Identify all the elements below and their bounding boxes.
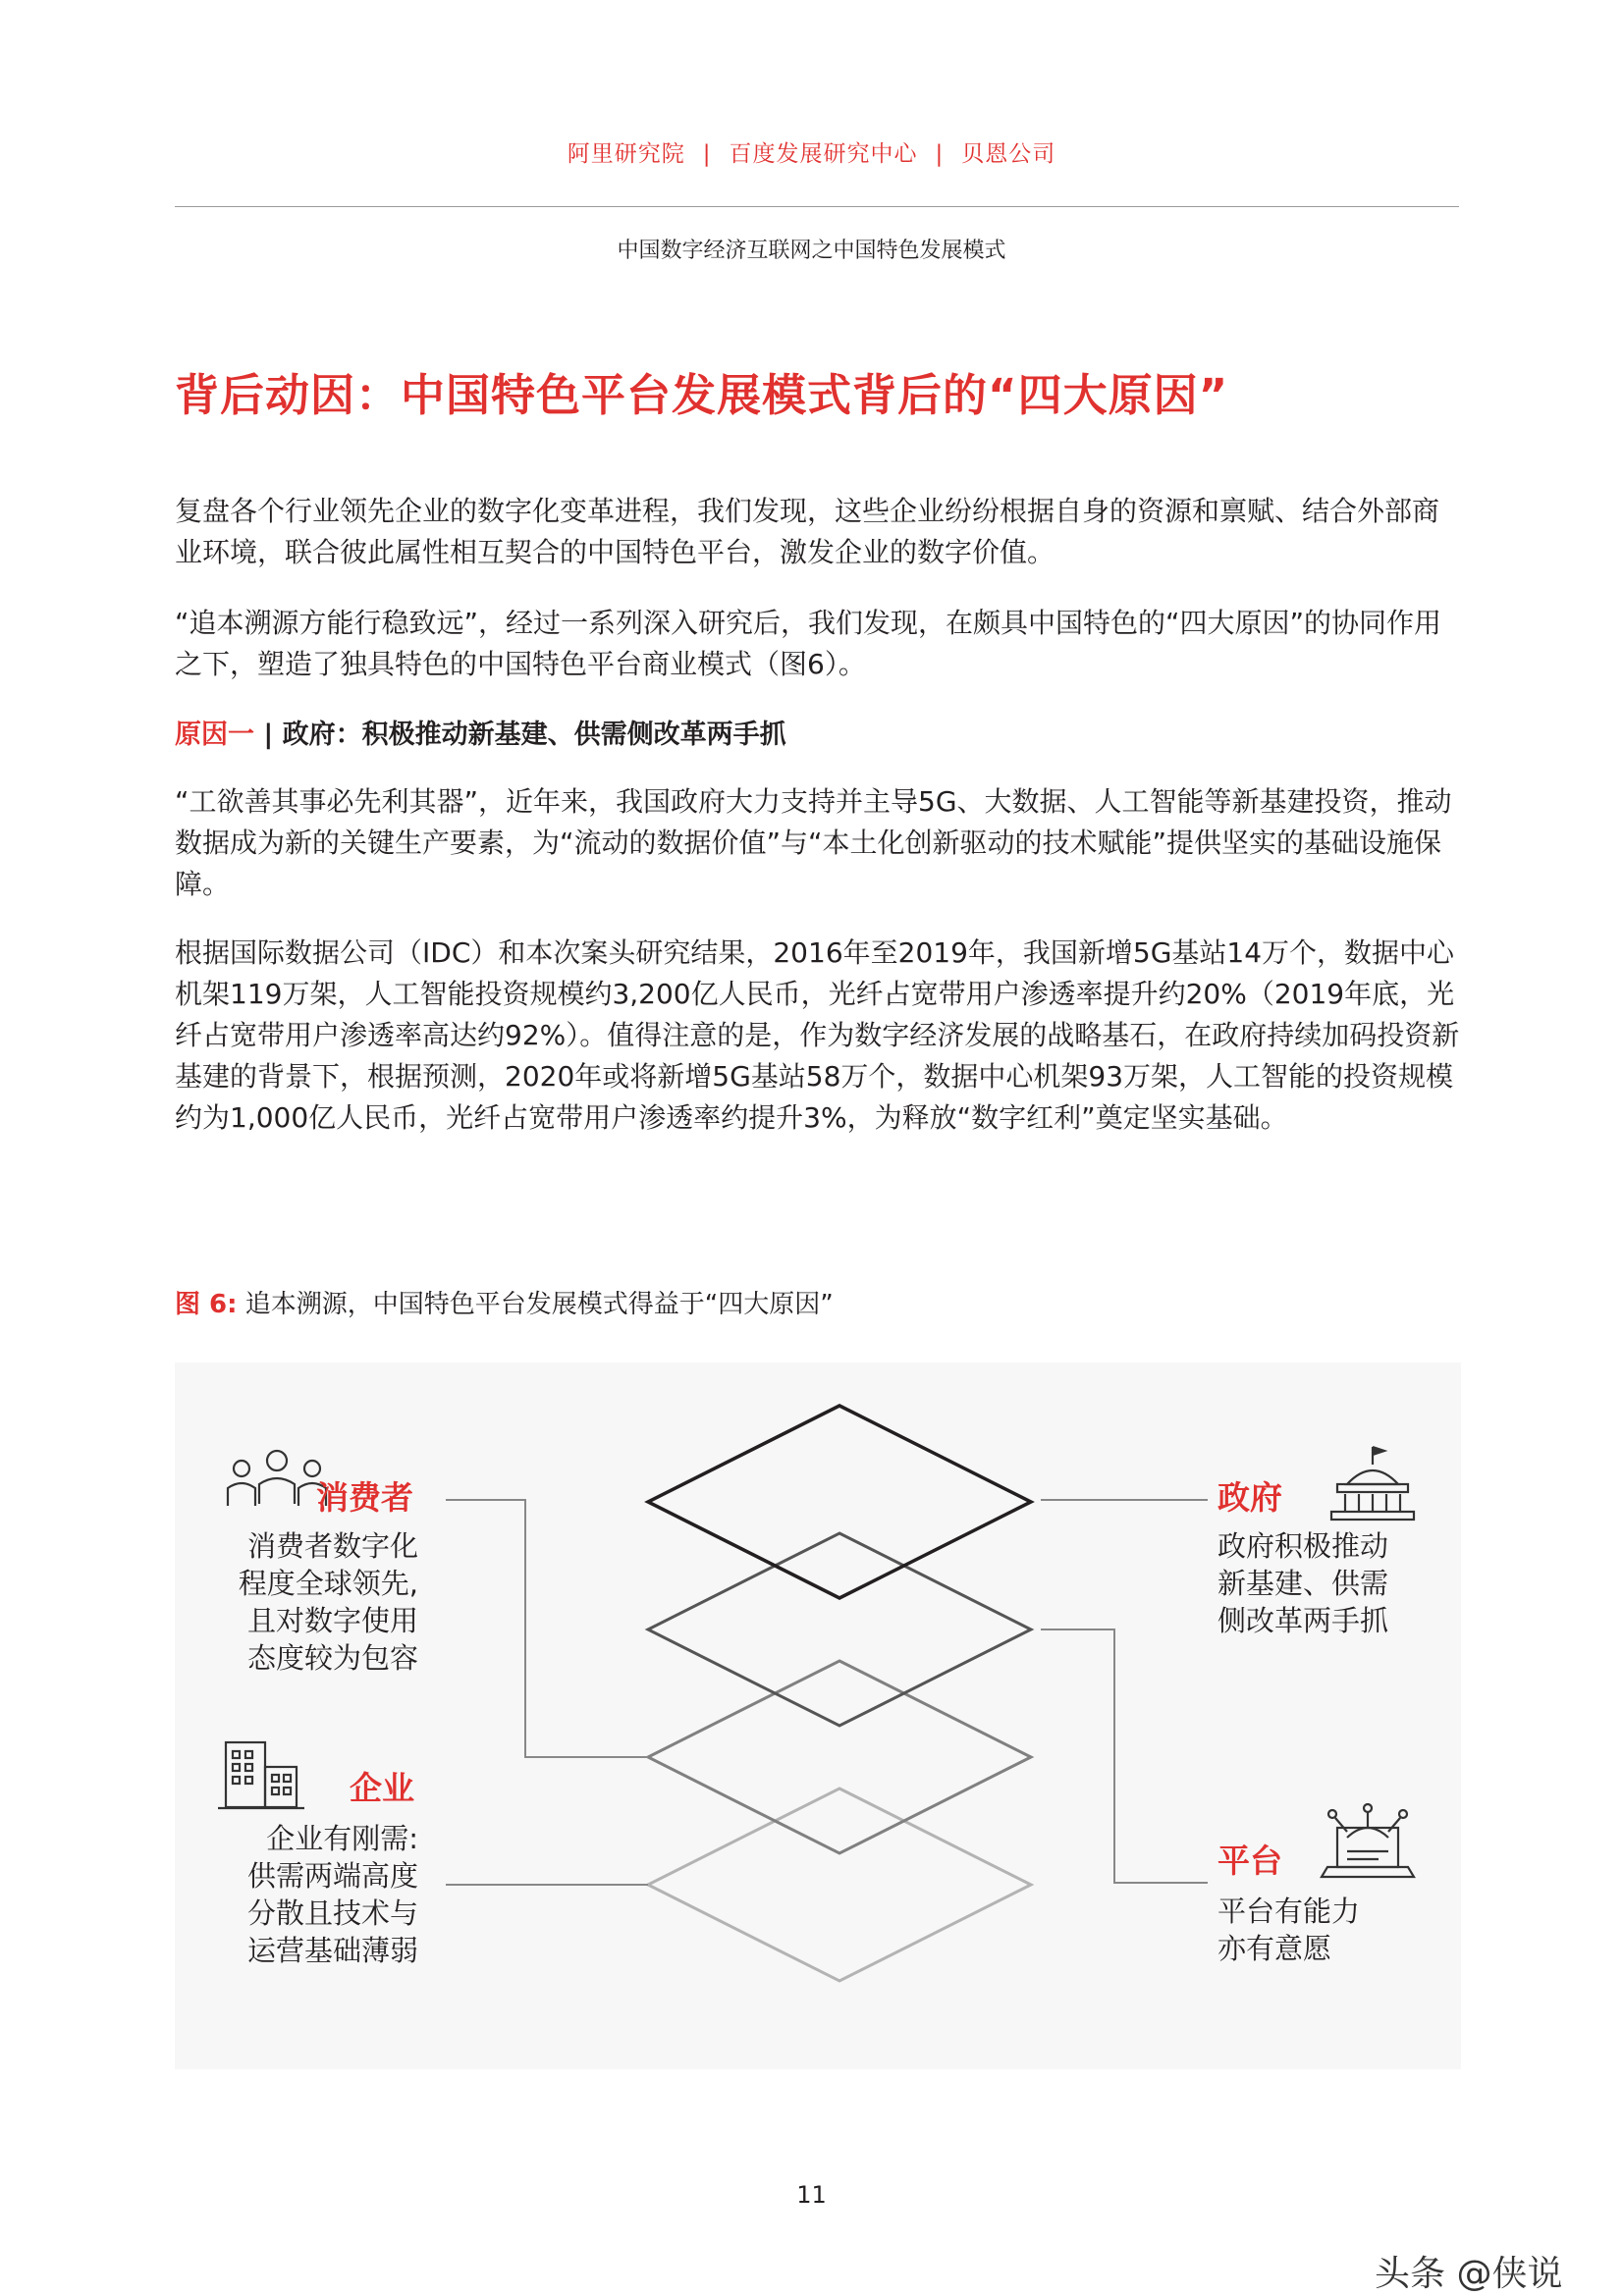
cause1-label: 原因一 (175, 720, 254, 750)
text-line: 且对数字使用 (246, 1604, 418, 1637)
text-line: 政府积极推动 (1217, 1529, 1389, 1563)
separator: | (702, 141, 712, 167)
text-line: 企业有刚需: (266, 1822, 418, 1855)
org-baidu: 百度发展研究中心 (729, 141, 918, 167)
government-title: 政府 (1217, 1478, 1282, 1517)
figure-label: 图 6: (175, 1290, 238, 1319)
platform-title: 平台 (1217, 1842, 1282, 1880)
header-subtitle: 中国数字经济互联网之中国特色发展模式 (617, 239, 1006, 263)
connector-platform (1041, 1629, 1208, 1883)
text-line: 亦有意愿 (1217, 1932, 1332, 1965)
enterprise-description (175, 1820, 418, 1969)
text-line: 消费者数字化 (246, 1529, 418, 1563)
paragraph-text: “工欲善其事必先利其器”，近年来，我国政府大力支持并主导5G、大数据、人工智能等新基建投资，推动数据成为新的关键生产要素，为“流动的数据价值”与“本土化创新驱动的技术赋能”提供坚实的基础设施保障。 (175, 785, 1452, 900)
consumer-description (175, 1527, 418, 1677)
text-line: 运营基础薄弱 (246, 1934, 418, 1967)
page-number: 11 (796, 2181, 827, 2209)
figure-caption-text: 追本溯源，中国特色平台发展模式得益于“四大原因” (237, 1290, 834, 1319)
diamond-layer-1 (648, 1406, 1031, 1598)
diamond-layer-4 (648, 1789, 1031, 1981)
people-icon (228, 1451, 326, 1506)
paragraph-text: “追本溯源方能行稳致远”，经过一系列深入研究后，我们发现，在颇具中国特色的“四大原因”的协同作用之下，塑造了独具特色的中国特色平台商业模式（图6）。 (175, 607, 1442, 680)
section-title: 背后动因：中国特色平台发展模式背后的“四大原因” (175, 369, 1229, 421)
laptop-network-icon (1322, 1804, 1414, 1877)
platform-description (1217, 1893, 1453, 1967)
consumer-title: 消费者 (316, 1478, 413, 1517)
cause1-text: | 政府：积极推动新基建、供需侧改革两手抓 (254, 720, 786, 750)
buildings-icon (218, 1742, 304, 1808)
enterprise-title: 企业 (350, 1769, 414, 1807)
text-line: 分散且技术与 (246, 1896, 418, 1930)
text-line: 平台有能力 (1217, 1895, 1361, 1928)
text-line: 程度全球领先, (238, 1567, 418, 1600)
paragraph-text: 根据国际数据公司（IDC）和本次案头研究结果，2016年至2019年，我国新增5G基站14万个，数据中心机架119万架，人工智能投资规模约3,200亿人民币，光纤占宽带用户渗透率提升约20%（2019年底，光纤占宽带用户渗透率高达约92%）。值得注意的是，作为数字经济发展的战略基石，在政府持续加码投资新基建的背景下，根据预测，2020年或将新增5G基站58万个，数据中心机架93万架，人工智能的投资规模约为1,000亿人民币，光纤占宽带用户渗透率约提升3%，为释放“数字红利”奠定坚实基础。 (175, 936, 1460, 1134)
org-bain: 贝恩公司 (961, 141, 1056, 167)
text-line: 新基建、供需 (1217, 1567, 1389, 1600)
government-description (1217, 1527, 1453, 1639)
text-line: 态度较为包容 (246, 1641, 418, 1675)
capitol-icon (1331, 1447, 1414, 1520)
org-alibaba: 阿里研究院 (567, 141, 685, 167)
watermark: 头条 @侠说 (1375, 2254, 1563, 2294)
diamond-layer-3 (648, 1661, 1031, 1853)
connector-consumer (446, 1500, 648, 1757)
diamond-layer-2 (648, 1533, 1031, 1726)
paragraph-text: 复盘各个行业领先企业的数字化变革进程，我们发现，这些企业纷纷根据自身的资源和禀赋、结合外部商业环境，联合彼此属性相互契合的中国特色平台，激发企业的数字价值。 (175, 495, 1440, 568)
separator: | (935, 141, 945, 167)
text-line: 供需两端高度 (246, 1859, 418, 1893)
text-line: 侧改革两手抓 (1217, 1604, 1389, 1637)
